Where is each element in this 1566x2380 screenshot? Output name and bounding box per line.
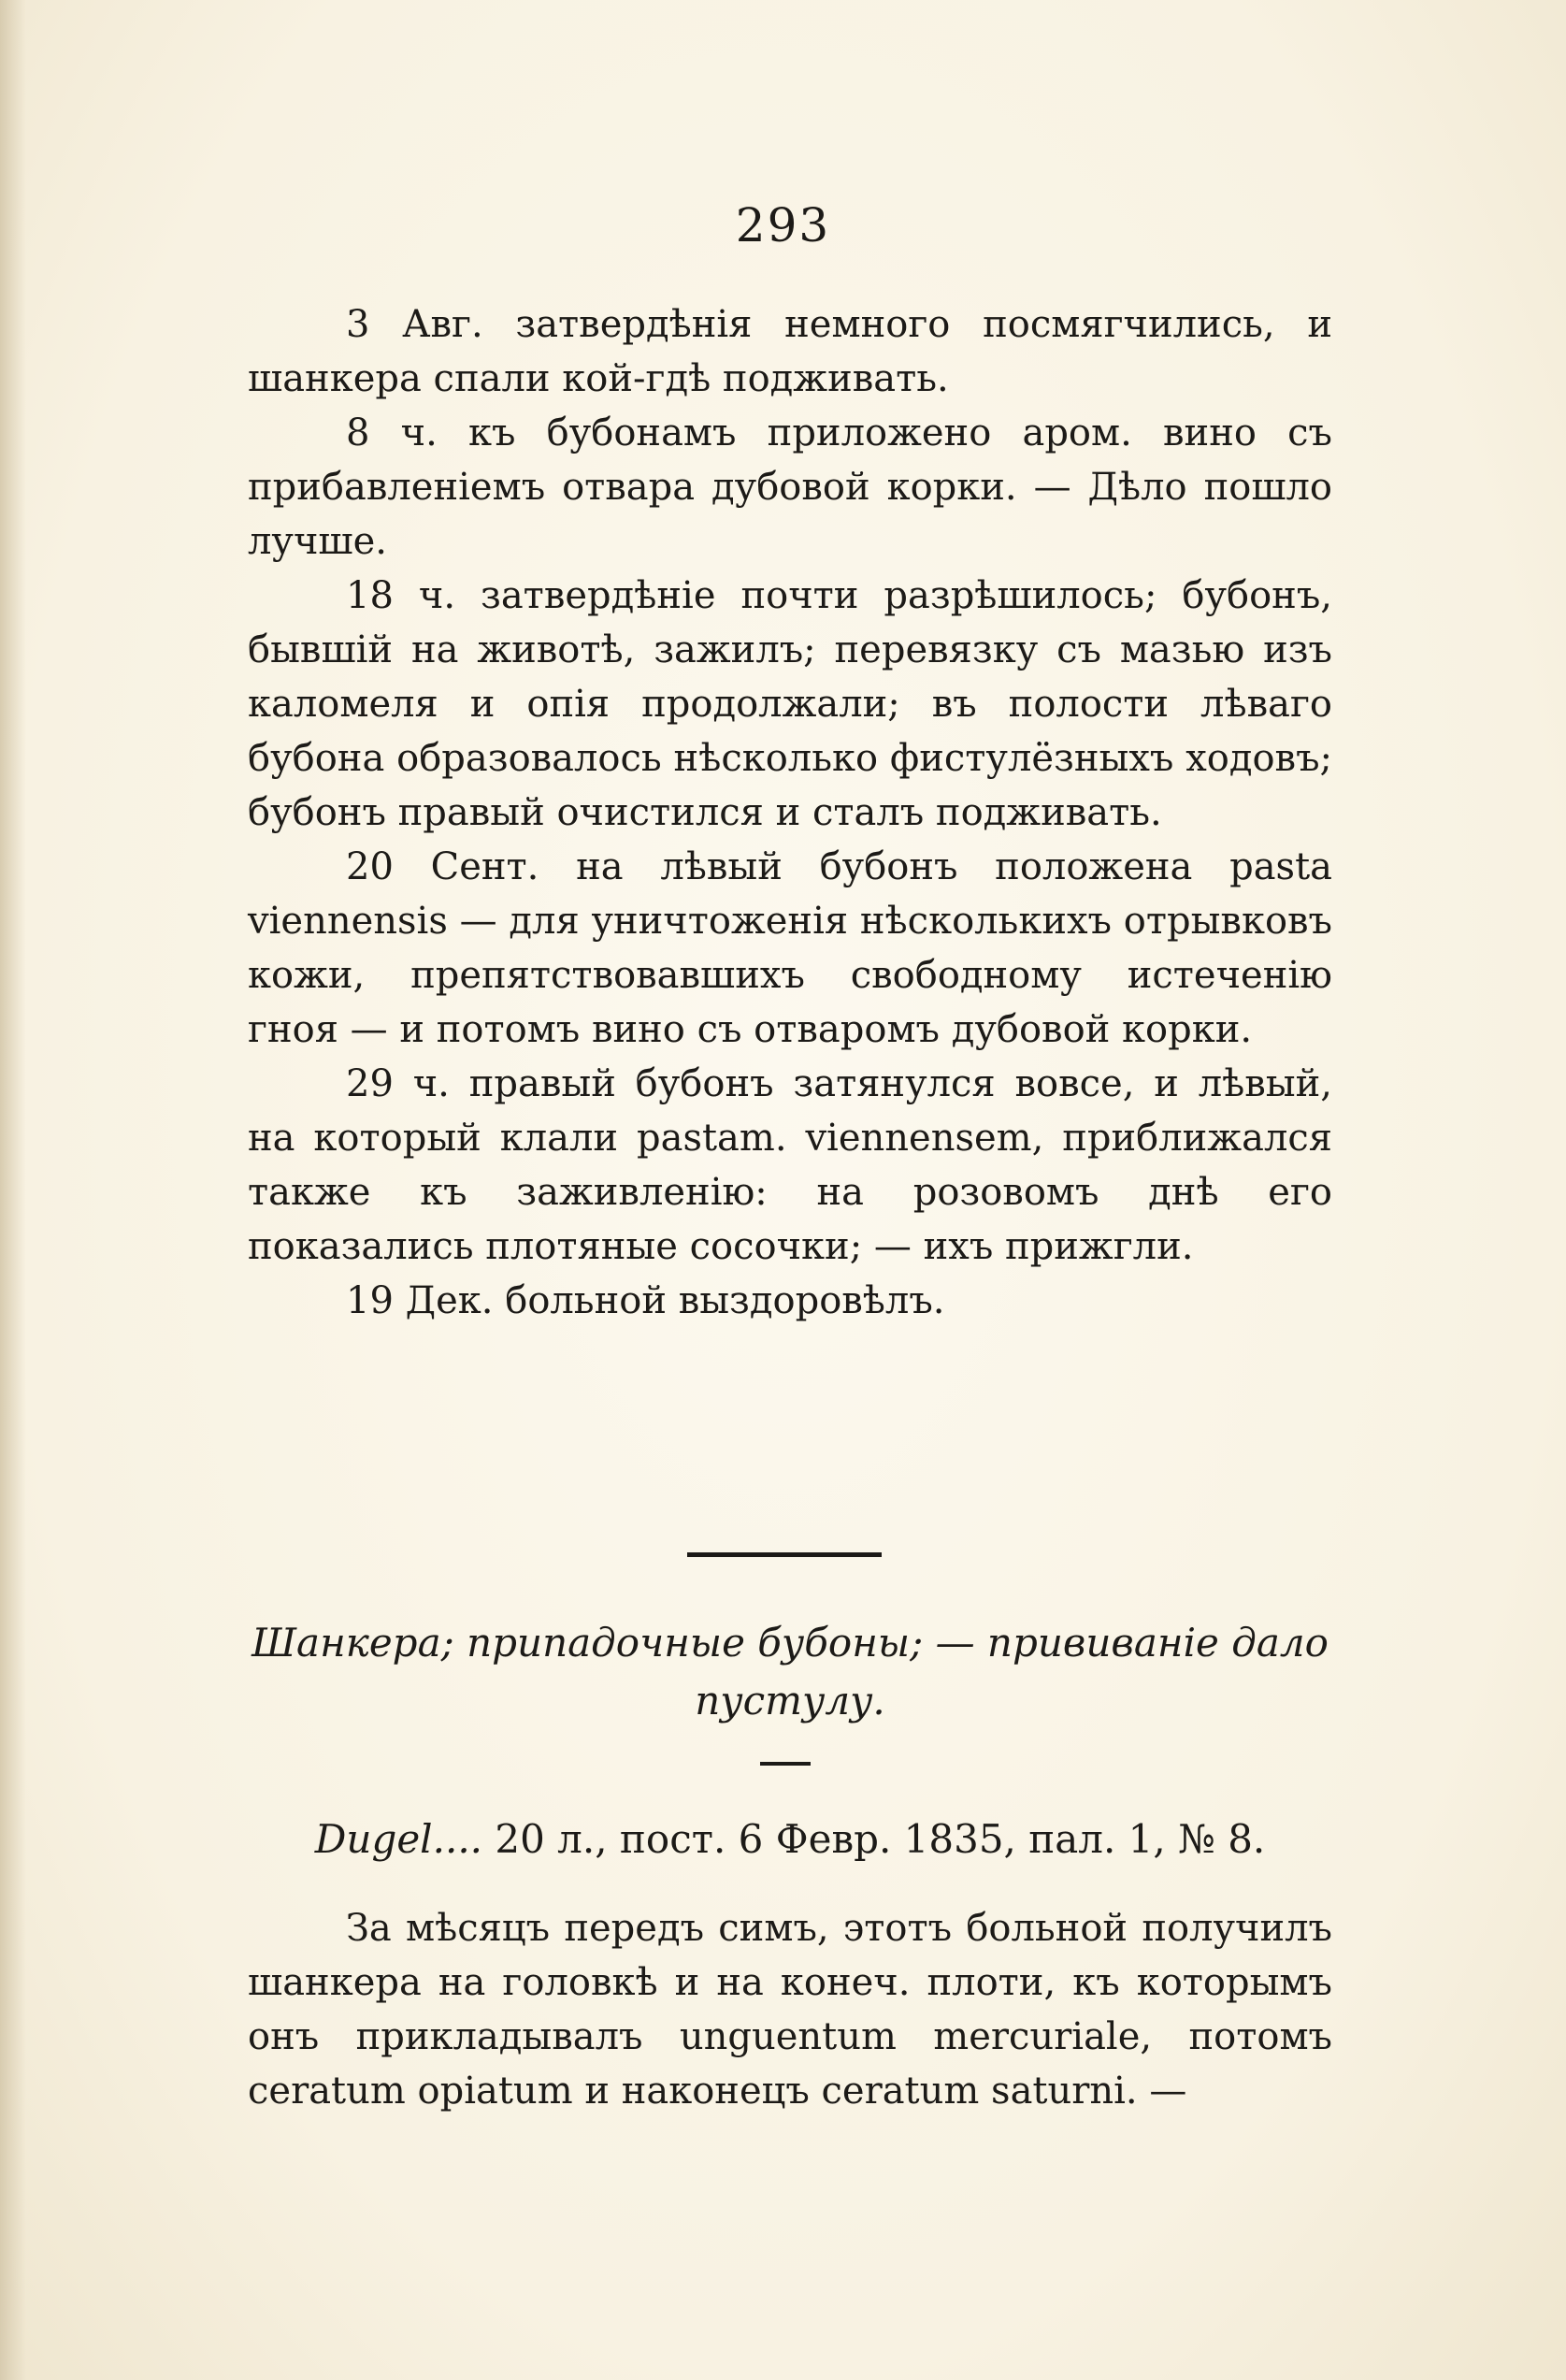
entry-dec-19: 19 Дек. больной выздоровѣлъ. <box>346 1279 945 1322</box>
patient-history <box>248 1901 1332 2118</box>
entry-aug-3: 3 Авг. затвердѣнія немного посмягчились, и шанкера спали кой-гдѣ подживать. <box>248 303 1332 400</box>
case-entries <box>248 297 1332 1328</box>
section-divider-short <box>760 1762 811 1766</box>
entry-aug-8: 8 ч. къ бубонамъ приложено аром. вино съ прибавленіемъ отвара дубовой корки. — Дѣло пошло лучше. <box>248 411 1332 563</box>
entry-sep-29: 29 ч. правый бубонъ затянулся вовсе, и лѣвый, на который клали pastam. viennensem, приближался также къ заживленію: на розовомъ днѣ его показались плотяные сосочки; — ихъ прижгли. <box>248 1062 1332 1268</box>
history-paragraph: За мѣсяцъ передъ симъ, этотъ больной получилъ шанкера на головкѣ и на конеч. плоти, къ которымъ онъ прикладывалъ unguentum mercuriale, потомъ ceratum opiatum и наконецъ ceratum saturni. — <box>248 1907 1332 2113</box>
section-heading-line-2: пустулу. <box>695 1678 885 1724</box>
section-divider-long <box>687 1552 882 1557</box>
entry-sep-20: 20 Сент. на лѣвый бубонъ положена pasta viennensis — для уничтоженія нѣсколькихъ отрывковъ кожи, препятствовавшихъ свободному истеченію гноя — и потомъ вино съ отваромъ дубовой корки. <box>248 845 1332 1051</box>
patient-name: Dugel.... <box>314 1816 483 1862</box>
entry-aug-18: 18 ч. затвердѣніе почти разрѣшилось; бубонъ, бывшій на животѣ, зажилъ; перевязку съ мазью изъ каломеля и опія продолжали; въ полости лѣваго бубона образовалось нѣсколько фистулёзныхъ ходовъ; бубонъ правый очистился и сталъ подживать. <box>248 574 1332 834</box>
section-heading-line-1: Шанкера; припадочные бубоны; — прививаніе дало <box>251 1620 1329 1666</box>
patient-details: 20 л., пост. 6 Февр. 1835, пал. 1, № 8. <box>482 1816 1266 1862</box>
page-number: 293 <box>735 198 831 252</box>
patient-line <box>248 1812 1332 1867</box>
page-binding-shadow <box>0 0 26 2380</box>
